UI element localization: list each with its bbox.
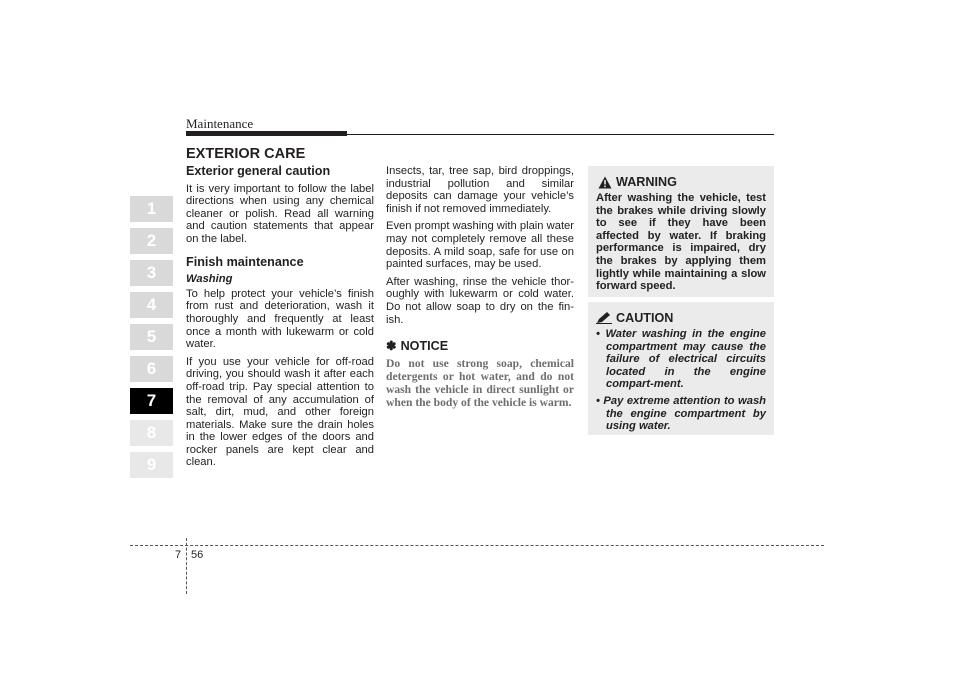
paragraph: Insects, tar, tree sap, bird droppings, industrial pollution and similar deposits can damage your vehicle’s finish if not removed immediately. (386, 165, 574, 215)
notice-star-icon: ✽ (386, 339, 397, 354)
heading-finish-maintenance: Finish maintenance (186, 254, 304, 269)
paragraph: It is very important to follow the label directions when using any chemical cleaner or polish. Read all warning and caution statements that appear on the label. (186, 182, 374, 245)
warning-title: WARNING (616, 175, 677, 189)
chapter-tab-3[interactable]: 3 (130, 260, 173, 286)
warning-triangle-icon (598, 176, 612, 189)
heading-general-caution: Exterior general caution (186, 164, 331, 178)
chapter-tab-6[interactable]: 6 (130, 356, 173, 382)
section-title: EXTERIOR CARE (186, 146, 306, 162)
chapter-tab-4[interactable]: 4 (130, 292, 173, 318)
chapter-tab-1[interactable]: 1 (130, 196, 173, 222)
footer-page-number: 56 (191, 549, 204, 561)
caution-title: CAUTION (616, 311, 674, 325)
warning-body: After washing the vehicle, test the brakes while driving slowly to see if they have been affected by water. If braking performance is impaired, dry the brakes by applying them lightly while maintaining a slow forward speed. (596, 192, 766, 293)
footer-rule (130, 545, 824, 546)
notice-heading (386, 340, 574, 353)
caution-box (588, 302, 774, 435)
chapter-tabs (130, 196, 173, 484)
notice-title: NOTICE (400, 339, 449, 354)
caution-item: • Water washing in the engine compartment may cause the failure of electrical circuits located in the engine compart-ment. (596, 328, 766, 391)
header-accent-bar (186, 131, 347, 136)
footer-chapter-number: 7 (175, 549, 182, 561)
chapter-tab-9[interactable]: 9 (130, 452, 173, 478)
paragraph: If you use your vehicle for off-road driving, you should wash it after each off-road trip. Pay special attention to the removal of any accumulation of salt, dirt, mud, and other foreign materials. Make sure the drain holes in the lower edges of the doors and rocker panels are kept clear and clean. (186, 355, 374, 469)
caution-item: • Pay extreme attention to wash the engine compartment by using water. (596, 394, 766, 433)
column-middle (386, 165, 574, 410)
chapter-tab-5[interactable]: 5 (130, 324, 173, 350)
subheading-washing: Washing (186, 273, 233, 286)
chapter-tab-2[interactable]: 2 (130, 228, 173, 254)
notice-body: Do not use strong soap, chemical detergents or hot water, and do not wash the vehicle in direct sunlight or when the body of the vehicle is warm. (386, 356, 574, 410)
caution-pencil-icon (596, 312, 612, 324)
column-left (186, 165, 374, 474)
paragraph: To help protect your vehicle’s finish from rust and deterioration, wash it thoroughly and frequently at least once a month with lukewarm or cold water. (186, 287, 374, 351)
caution-list (596, 328, 766, 437)
warning-box (588, 166, 774, 297)
chapter-tab-8[interactable]: 8 (130, 420, 173, 446)
running-head: Maintenance (186, 116, 254, 131)
chapter-tab-7-active[interactable]: 7 (130, 388, 173, 414)
paragraph: After washing, rinse the vehicle thor-oughly with lukewarm or cold water. Do not allow soap to dry on the fin-ish. (386, 275, 574, 326)
paragraph: Even prompt washing with plain water may not completely remove all these deposits. A mild soap, safe for use on painted surfaces, may be used. (386, 220, 574, 271)
footer-vertical-rule (186, 538, 187, 594)
